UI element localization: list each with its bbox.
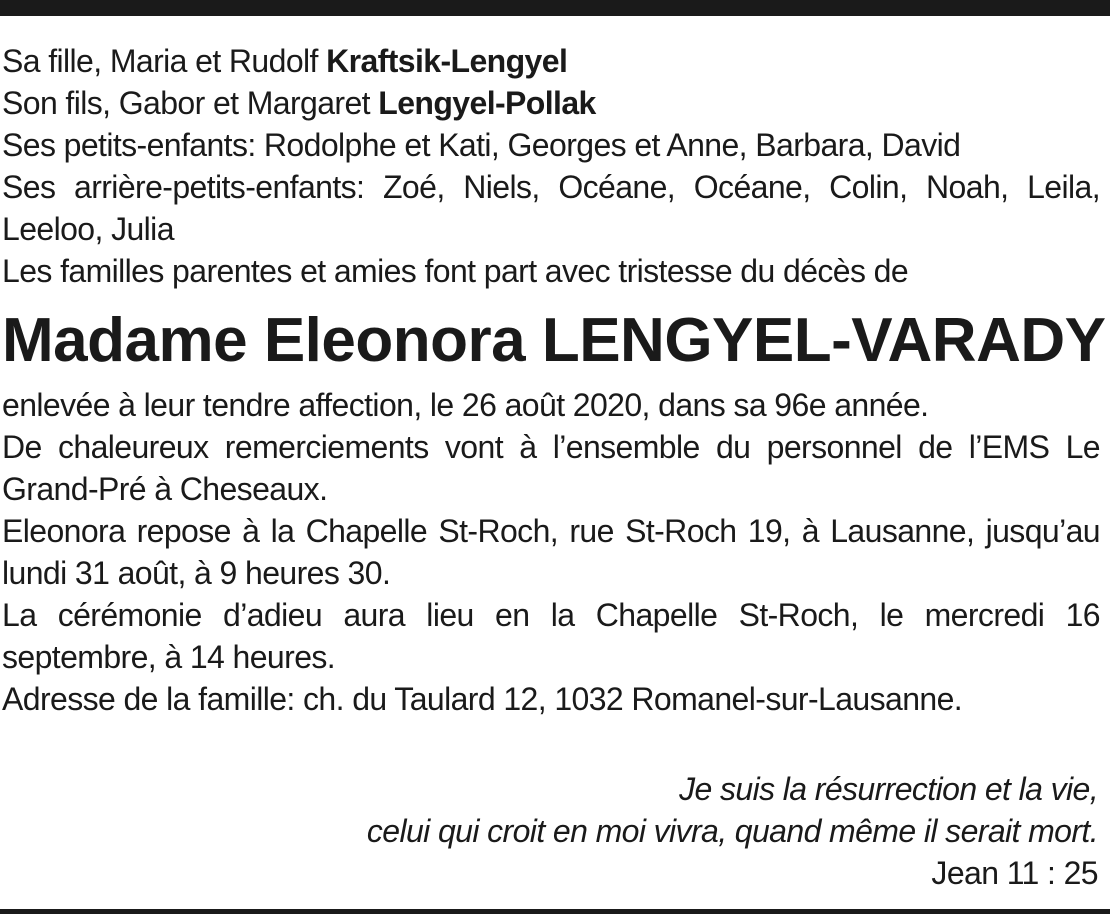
announcement-line: Les familles parentes et amies font part avec tristesse du décès de xyxy=(2,253,909,289)
son-line xyxy=(2,82,1100,124)
deceased-name: Madame Eleonora LENGYEL-VARADY xyxy=(2,306,1106,375)
great-grandchildren-line: Ses arrière-petits-enfants: Zoé, Niels, Océane, Océane, Colin, Noah, Leila, Leeloo, Julia xyxy=(2,169,1100,247)
quote-reference: Jean 11 : 25 xyxy=(931,855,1098,891)
passing-line: enlevée à leur tendre affection, le 26 août 2020, dans sa 96e année. xyxy=(2,387,929,423)
thanks-paragraph: De chaleureux remerciements vont à l’ensemble du personnel de l’EMS Le Grand-Pré à Cheseaux. xyxy=(2,429,1100,507)
ceremony-paragraph: La cérémonie d’adieu aura lieu en la Chapelle St-Roch, le mercredi 16 septembre, à 14 heures. xyxy=(2,597,1100,675)
bottom-rule xyxy=(0,909,1110,914)
son-prefix: Son fils, Gabor et Margaret xyxy=(2,85,379,121)
grandchildren-line: Ses petits-enfants: Rodolphe et Kati, Georges et Anne, Barbara, David xyxy=(2,127,961,163)
address-line: Adresse de la famille: ch. du Taulard 12, 1032 Romanel-sur-Lausanne. xyxy=(2,681,963,717)
rest-paragraph: Eleonora repose à la Chapelle St-Roch, rue St-Roch 19, à Lausanne, jusqu’au lundi 31 août, à 9 heures 30. xyxy=(2,513,1100,591)
son-surname: Lengyel-Pollak xyxy=(378,85,596,121)
quote-line-2: celui qui croit en moi vivra, quand même il serait mort. xyxy=(366,813,1098,849)
quote-line-1: Je suis la résurrection et la vie, xyxy=(679,771,1098,807)
bible-quote xyxy=(367,768,1098,894)
daughter-line xyxy=(2,40,1100,82)
daughter-surname: Kraftsik-Lengyel xyxy=(326,43,568,79)
obituary-body xyxy=(2,40,1106,720)
top-rule xyxy=(0,0,1110,16)
daughter-prefix: Sa fille, Maria et Rudolf xyxy=(2,43,327,79)
